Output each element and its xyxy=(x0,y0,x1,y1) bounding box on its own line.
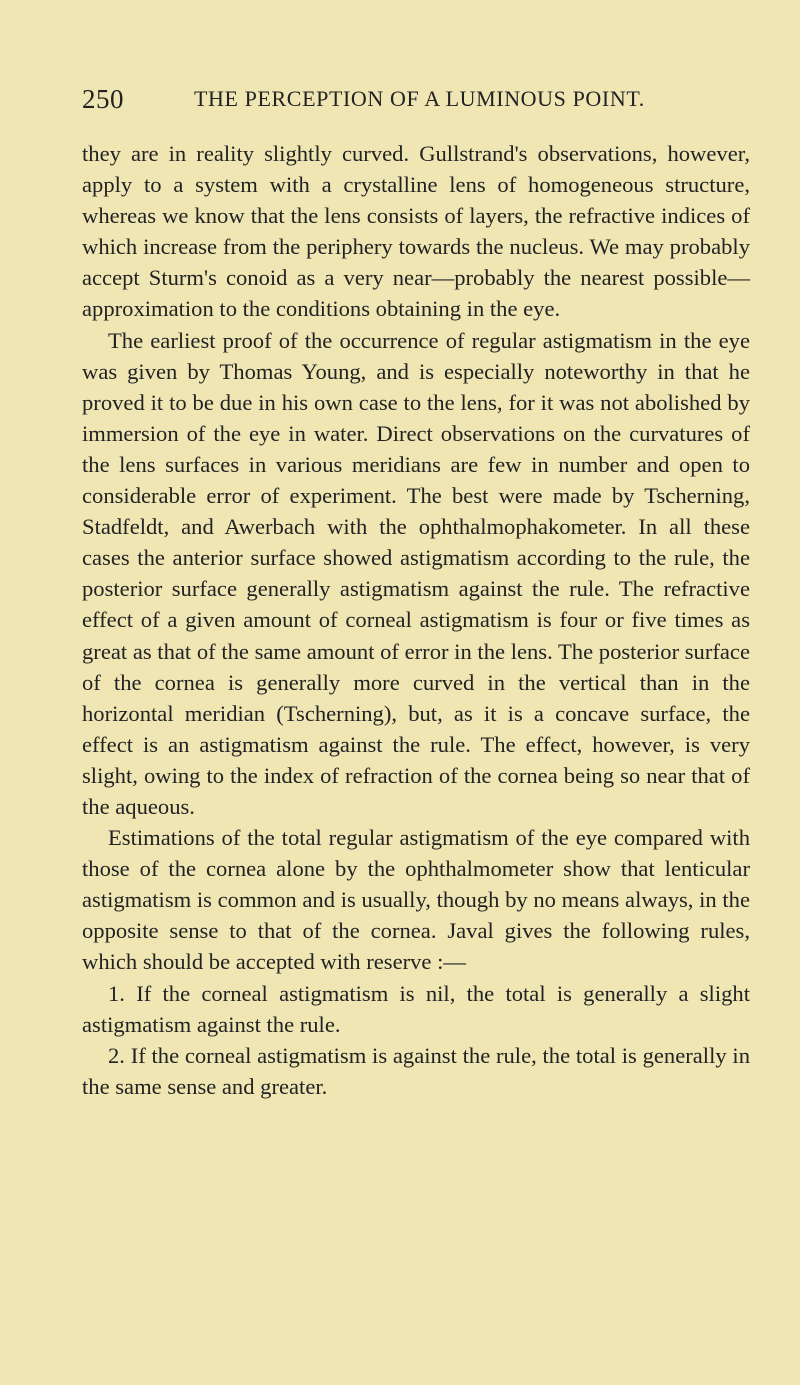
paragraph-young-astigmatism: The earliest proof of the occurrence of regular astigmatism in the eye was given by Thomas Young, and is especially noteworthy in that he proved it to be due in his own case to the lens, for it was not abolished by immersion of the eye in water. Direct observations on the curvatures of the lens surfaces in various meridians are few in number and open to considerable error of experiment. The best were made by Tscherning, Stadfeldt, and Awerbach with the ophthalmophakometer. In all these cases the anterior surface showed astigmatism according to the rule, the posterior surface generally astigmatism against the rule. The refractive effect of a given amount of corneal astigmatism is four or five times as great as that of the same amount of error in the lens. The posterior surface of the cornea is generally more curved in the vertical than in the horizontal meridian (Tscherning), but, as it is a concave surface, the effect is an astigmatism against the rule. The effect, however, is very slight, owing to the index of refraction of the cornea being so near that of the aqueous. xyxy=(82,327,750,819)
paragraph-estimations: Estimations of the total regular astigmatism of the eye compared with those of the cornea alone by the ophthalmometer show that lenticular astigmatism is common and is usually, though by no means always, in the opposite sense to that of the cornea. Javal gives the following rules, which should be accepted with reserve :— xyxy=(82,825,750,975)
rule-item-1: 1. If the corneal astigmatism is nil, the total is generally a slight astigmatism against the rule. xyxy=(82,980,750,1037)
running-title: THE PERCEPTION OF A LUMINOUS POINT. xyxy=(194,86,645,111)
page-body xyxy=(82,138,750,1102)
page-number: 250 xyxy=(82,84,124,114)
rule-item-2: 2. If the corneal astigmatism is against the rule, the total is generally in the same sense and greater. xyxy=(82,1042,750,1099)
page-header xyxy=(82,84,750,120)
paragraph-continued: they are in reality slightly curved. Gullstrand's observations, however, apply to a system with a crystalline lens of homogeneous structure, whereas we know that the lens consists of layers, the refractive indices of which increase from the periphery towards the nucleus. We may probably accept Sturm's conoid as a very near—probably the nearest possible—approximation to the conditions obtaining in the eye. xyxy=(82,141,750,322)
